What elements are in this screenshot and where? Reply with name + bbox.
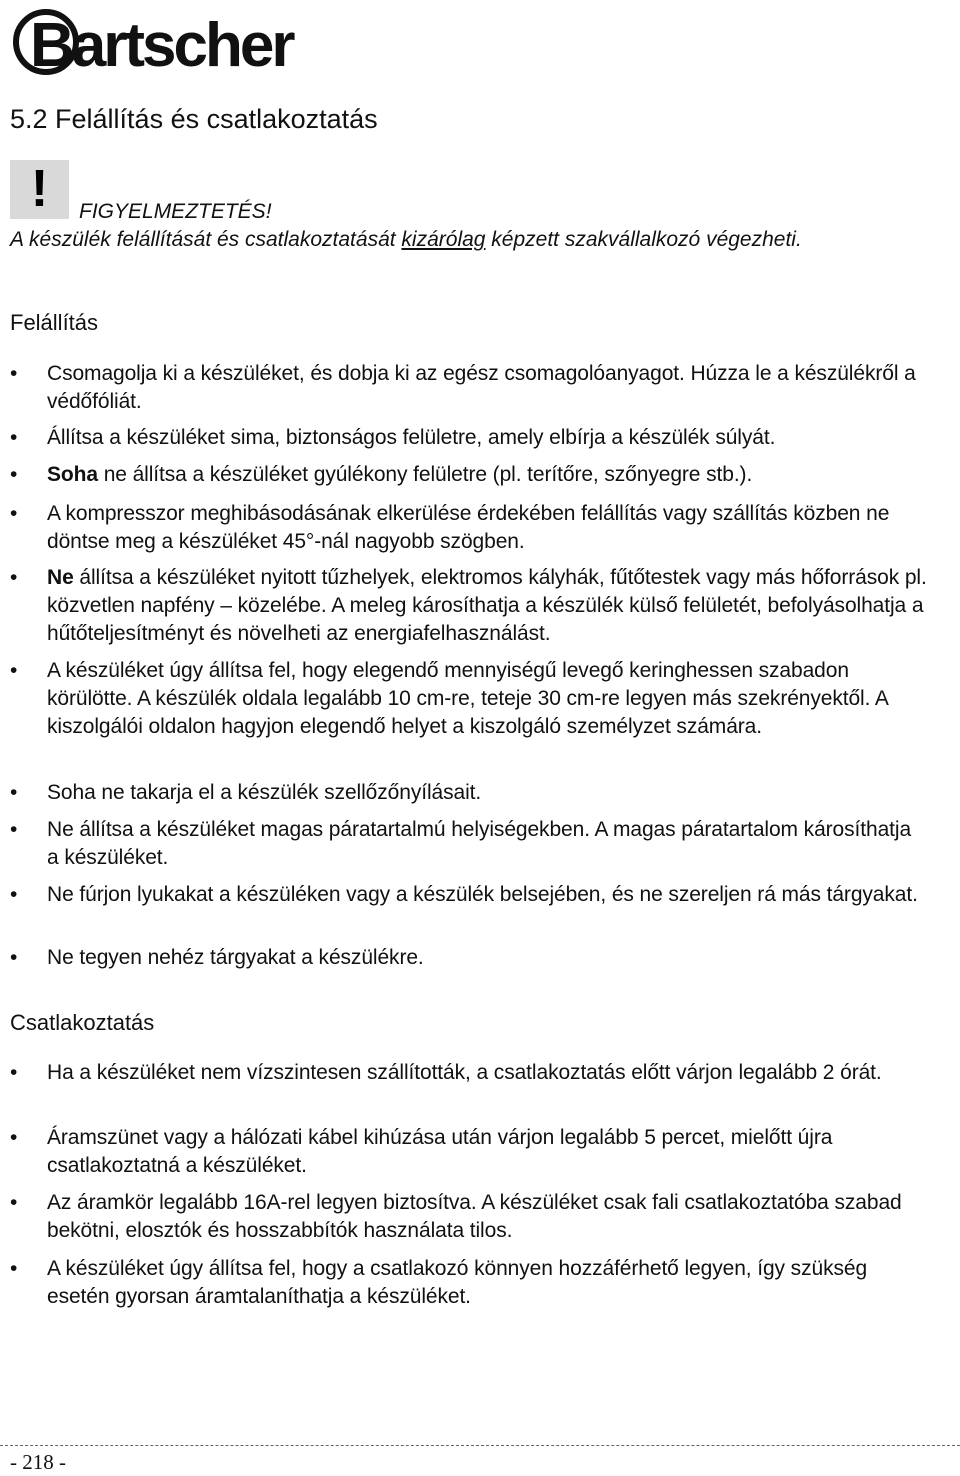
bullet-icon: • xyxy=(10,1257,18,1280)
list-item-text: Soha ne takarja el a készülék szellőzőnyílásait. xyxy=(47,781,482,804)
brand-name: Bartscher xyxy=(30,11,293,80)
list-item-text: Ne fúrjon lyukakat a készüléken vagy a készülék belsejében, és ne szereljen rá más tárgyakat. xyxy=(47,883,918,906)
brand-logo xyxy=(10,0,293,80)
list-item-text: A kompresszor meghibásodásának elkerülése érdekében felállítás vagy szállítás közben ne döntse meg a készüléket 45°-nál nagyobb szögben. xyxy=(47,502,890,553)
list-item-text: Ha a készüléket nem vízszintesen szállították, a csatlakoztatás előtt várjon legalább 2 órát. xyxy=(47,1061,882,1084)
list-item-text: Ne állítsa a készüléket nyitott tűzhelyek, elektromos kályhák, fűtőtestek vagy más hőforrások pl. közvetlen napfény – közelébe. A meleg károsíthatja a készülék külső felületét, befolyásolhatja a hűtőteljesítményt és növelheti az energiafelhasználást. xyxy=(47,566,927,645)
warning-text-part: képzett szakvállalkozó végezheti. xyxy=(485,228,802,251)
bullet-icon: • xyxy=(10,426,18,449)
bullet-icon: • xyxy=(10,1126,18,1149)
list-item-text: Állítsa a készüléket sima, biztonságos felületre, amely elbírja a készülék súlyát. xyxy=(47,426,776,449)
bartscher-logo-graphic xyxy=(10,0,293,80)
bullet-icon: • xyxy=(10,818,18,841)
warning-title: FIGYELMEZTETÉS! xyxy=(79,200,272,223)
list-item-text: A készüléket úgy állítsa fel, hogy elegendő mennyiségű levegő keringhessen szabadon körülötte. A készülék oldala legalább 10 cm-re, teteje 30 cm-re legyen más szekrényektől. A kiszolgálói oldalon hagyjon elegendő helyet a kiszolgáló személyzet számára. xyxy=(47,659,888,738)
warning-text-part: A készülék felállítását és csatlakoztatását xyxy=(10,228,402,251)
connection-title: Csatlakoztatás xyxy=(10,1010,155,1035)
bullet-icon: • xyxy=(10,659,18,682)
warning-box xyxy=(10,160,69,219)
bullet-icon: • xyxy=(10,362,18,385)
setup-title: Felállítás xyxy=(10,310,99,335)
bullet-icon: • xyxy=(10,463,18,486)
bullet-icon: • xyxy=(10,781,18,804)
bullet-icon: • xyxy=(10,1061,18,1084)
warning-text-emphasis: kizárólag xyxy=(401,228,486,251)
list-item-text: A készüléket úgy állítsa fel, hogy a csatlakozó könnyen hozzáférhető legyen, így szükség esetén gyorsan áramtalaníthatja a készüléket. xyxy=(47,1257,868,1308)
bullet-icon: • xyxy=(10,1191,18,1214)
list-item-text: Ne tegyen nehéz tárgyakat a készülékre. xyxy=(47,946,424,969)
list-item-text: Soha ne állítsa a készüléket gyúlékony felületre (pl. terítőre, szőnyegre stb.). xyxy=(47,463,753,486)
bullet-icon: • xyxy=(10,566,18,589)
list-item-text: Csomagolja ki a készüléket, és dobja ki az egész csomagolóanyagot. Húzza le a készülékről a védőfóliát. xyxy=(47,362,916,413)
page-number: - 218 - xyxy=(10,1450,66,1474)
list-item-text: Ne állítsa a készüléket magas páratartalmú helyiségekben. A magas páratartalom károsíthatja a készüléket. xyxy=(47,818,912,869)
footer-divider xyxy=(0,1445,960,1446)
exclamation-icon: ! xyxy=(30,160,49,218)
section-title: 5.2 Felállítás és csatlakoztatás xyxy=(10,104,378,134)
list-item-text: Áramszünet vagy a hálózati kábel kihúzása után várjon legalább 5 percet, mielőtt újra csatlakoztatná a készüléket. xyxy=(47,1126,833,1177)
list-item-text: Az áramkör legalább 16A-rel legyen biztosítva. A készüléket csak fali csatlakoztatóba szabad bekötni, elosztók és hosszabbítók használata tilos. xyxy=(47,1191,902,1242)
bullet-icon: • xyxy=(10,946,18,969)
bullet-icon: • xyxy=(10,883,18,906)
warning-text xyxy=(10,226,930,254)
bullet-icon: • xyxy=(10,502,18,525)
